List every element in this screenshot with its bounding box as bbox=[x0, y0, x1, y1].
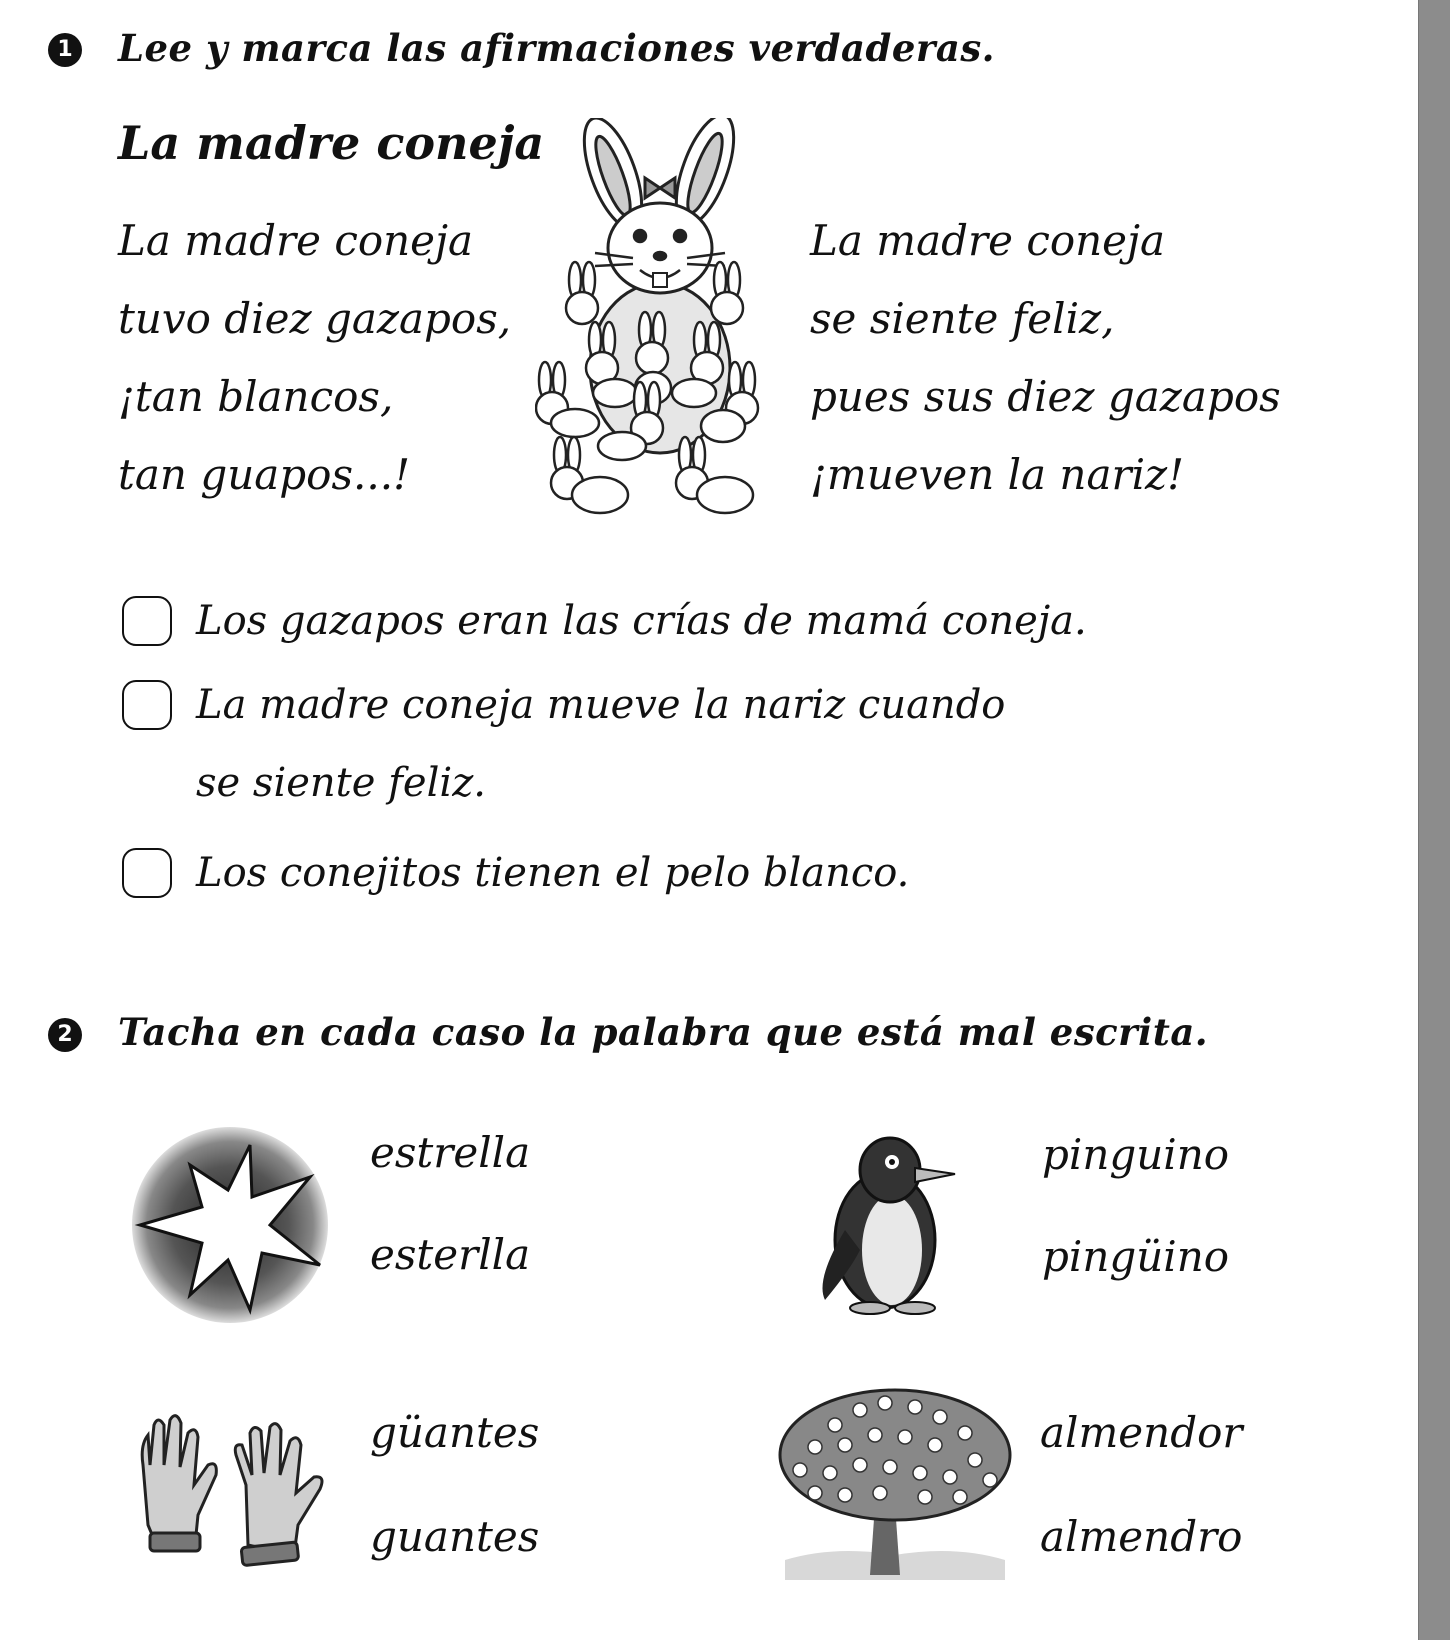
statement-2-checkbox[interactable] bbox=[122, 680, 172, 730]
statement-3-checkbox[interactable] bbox=[122, 848, 172, 898]
poem-right-line-3: pues sus diez gazapos bbox=[810, 372, 1281, 421]
poem-right-line-1: La madre coneja bbox=[810, 216, 1166, 265]
almond-tree-icon bbox=[775, 1385, 1015, 1595]
gloves-icon bbox=[118, 1405, 343, 1570]
word-guantes-dieresis[interactable]: güantes bbox=[370, 1408, 540, 1457]
poem-left-line-4: tan guapos...! bbox=[118, 450, 410, 499]
exercise-1-instruction: Lee y marca las afirmaciones verdaderas. bbox=[118, 26, 996, 70]
statement-3-text: Los conejitos tienen el pelo blanco. bbox=[196, 850, 910, 896]
statement-1-text: Los gazapos eran las crías de mamá coneja. bbox=[196, 598, 1087, 644]
poem-left-line-1: La madre coneja bbox=[118, 216, 474, 265]
word-pinguino[interactable]: pinguino bbox=[1042, 1130, 1230, 1179]
exercise-2-number: 2 bbox=[48, 1018, 82, 1052]
poem-left-line-3: ¡tan blancos, bbox=[118, 372, 394, 421]
rabbit-family-icon bbox=[535, 118, 795, 558]
word-guantes[interactable]: guantes bbox=[370, 1512, 540, 1561]
exercise-2-instruction: Tacha en cada caso la palabra que está mal escrita. bbox=[118, 1010, 1209, 1054]
exercise-1-number: 1 bbox=[48, 33, 82, 67]
word-almendro[interactable]: almendro bbox=[1040, 1512, 1243, 1561]
statement-1-checkbox[interactable] bbox=[122, 596, 172, 646]
word-esterlla[interactable]: esterlla bbox=[370, 1230, 531, 1279]
statement-2-text: La madre coneja mueve la nariz cuando bbox=[196, 682, 1006, 728]
vertical-scrollbar[interactable] bbox=[1418, 0, 1450, 1640]
word-almendor[interactable]: almendor bbox=[1040, 1408, 1243, 1457]
penguin-icon bbox=[810, 1130, 960, 1315]
word-estrella[interactable]: estrella bbox=[370, 1128, 531, 1177]
poem-right-line-4: ¡mueven la nariz! bbox=[810, 450, 1185, 499]
statement-2-text-line-2: se siente feliz. bbox=[196, 760, 486, 806]
poem-left-line-2: tuvo diez gazapos, bbox=[118, 294, 512, 343]
poem-right-line-2: se siente feliz, bbox=[810, 294, 1115, 343]
poem-title: La madre coneja bbox=[118, 116, 545, 170]
word-pinguino-dieresis[interactable]: pingüino bbox=[1042, 1232, 1230, 1281]
star-icon bbox=[130, 1125, 330, 1325]
